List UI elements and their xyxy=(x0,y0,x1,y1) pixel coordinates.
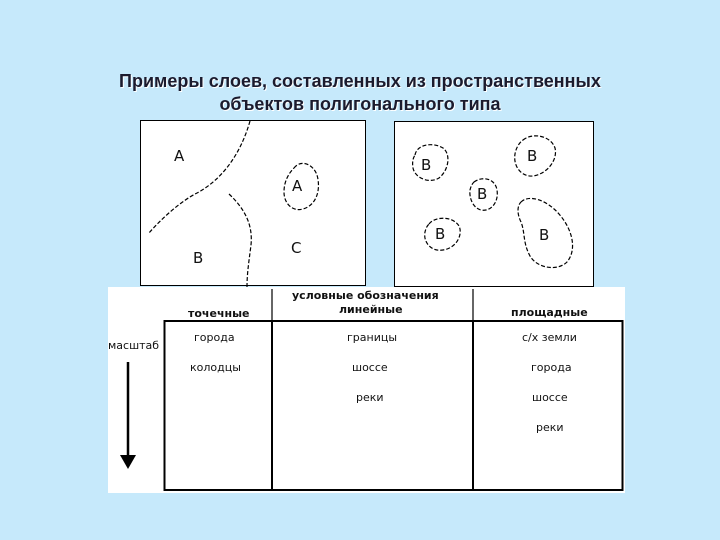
column-header-point: точечные xyxy=(188,307,250,320)
legend-item: шоссе xyxy=(352,361,388,374)
polygon-label-a-left: A xyxy=(174,147,185,165)
legend-table-border xyxy=(165,321,623,490)
column-header-linear: линейные xyxy=(339,303,403,316)
legend-item: города xyxy=(194,331,235,344)
legend-item: границы xyxy=(347,331,398,344)
legend-header: условные обозначения xyxy=(292,289,439,302)
legend-item: реки xyxy=(536,421,564,434)
legend-panel xyxy=(108,287,625,493)
polygon-label-a-inner: A xyxy=(292,177,303,195)
right-polygon-map xyxy=(394,121,594,287)
column-header-area: площадные xyxy=(511,306,588,319)
slide-title xyxy=(40,70,680,116)
boundary-line-main xyxy=(149,121,250,233)
left-polygon-map xyxy=(140,120,366,286)
polygon-label-b: B xyxy=(193,249,204,267)
legend-item: с/х земли xyxy=(522,331,577,344)
polygon-label-b-3: B xyxy=(477,185,488,203)
left-map-boundaries xyxy=(141,121,367,287)
polygon-label-b-2: B xyxy=(527,147,538,165)
legend-item: шоссе xyxy=(532,391,568,404)
legend-item: города xyxy=(531,361,572,374)
title-line-2: объектов полигонального типа xyxy=(219,94,501,114)
scale-label: масштаб xyxy=(108,339,160,352)
polygon-label-b-4: B xyxy=(435,225,446,243)
polygon-label-c: C xyxy=(291,239,302,257)
polygon-label-b-5: B xyxy=(539,226,550,244)
right-map-polygons xyxy=(395,122,595,288)
legend-item: реки xyxy=(356,391,384,404)
scale-arrow-head xyxy=(120,455,136,469)
legend-item: колодцы xyxy=(190,361,241,374)
title-line-1: Примеры слоев, составленных из пространственных xyxy=(119,71,601,91)
boundary-line-branch xyxy=(229,194,251,287)
polygon-label-b-1: B xyxy=(421,156,432,174)
